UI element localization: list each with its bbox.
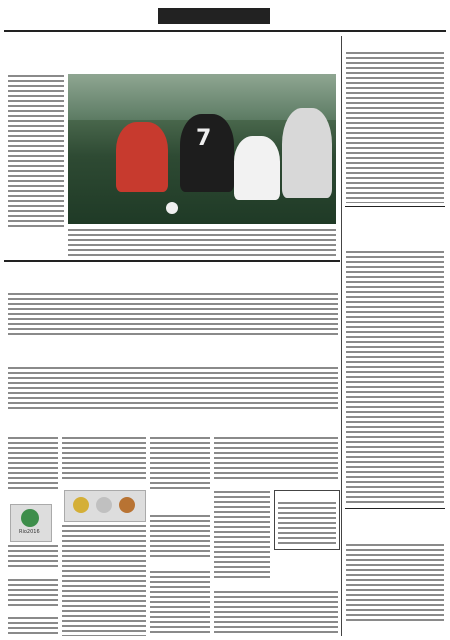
header-rule <box>4 30 446 32</box>
right-rule1 <box>345 206 445 207</box>
olympics-body7 <box>150 570 210 636</box>
olympics-body5 <box>150 436 210 492</box>
olympics-body4 <box>62 524 146 636</box>
lead-body-col1 <box>8 74 64 230</box>
right-body1 <box>346 51 444 203</box>
olympics-body3b <box>8 544 58 568</box>
olympics-body2 <box>8 366 338 410</box>
olympics-body3a <box>8 436 58 492</box>
olympics-body10 <box>214 590 338 636</box>
delegation-text <box>278 501 336 545</box>
delegation-box <box>274 490 340 550</box>
medals-icon <box>64 490 146 522</box>
medal-text <box>62 436 146 480</box>
olympics-body6 <box>150 514 210 560</box>
section-name <box>158 8 270 24</box>
lead-photo: 7 <box>68 74 336 224</box>
olympics-body1 <box>8 292 338 338</box>
right-rule2 <box>345 508 445 509</box>
olympics-body3c <box>8 578 58 606</box>
lead-body-bottom <box>68 228 336 256</box>
rio-emblem-icon: Rio2016 <box>10 504 52 542</box>
olympics-body9 <box>214 490 270 580</box>
olympics-body8 <box>214 436 338 480</box>
olympics-body3d <box>8 616 58 636</box>
column-divider <box>341 36 342 636</box>
right-body3 <box>346 543 444 623</box>
olympics-rule <box>4 260 340 262</box>
right-body2 <box>346 250 444 506</box>
